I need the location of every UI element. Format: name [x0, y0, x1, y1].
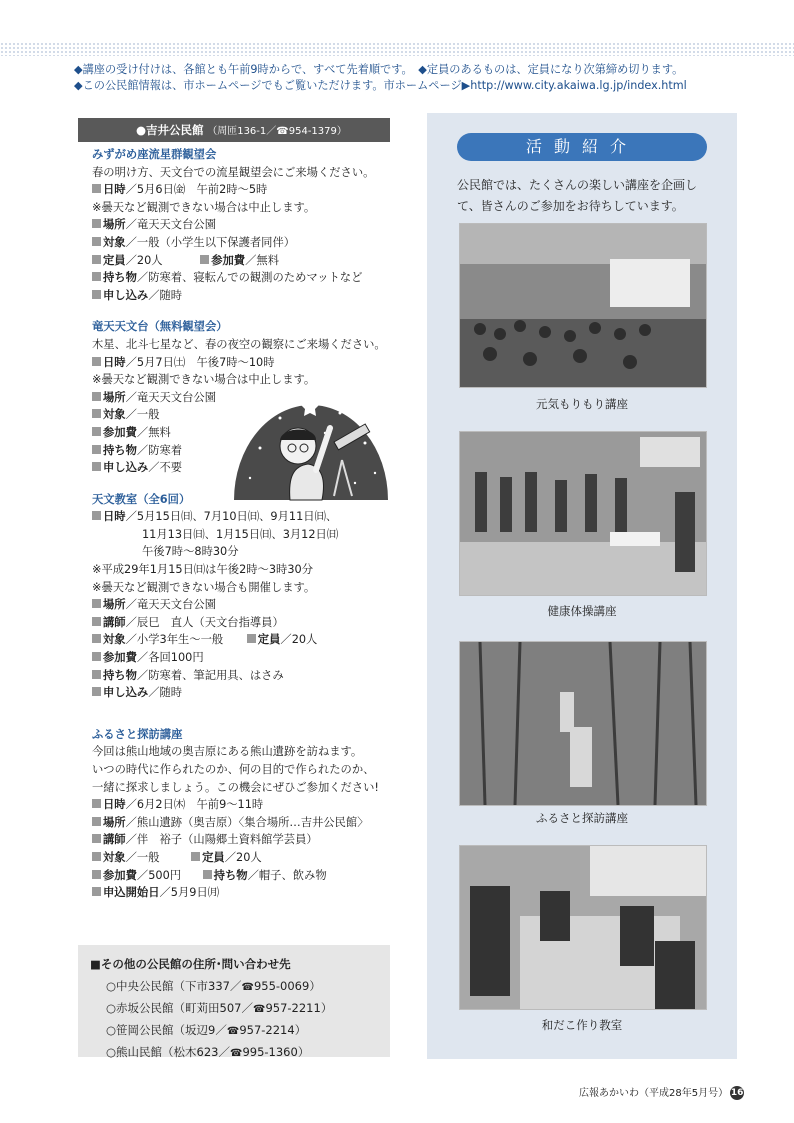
event-title: ふるさと探訪講座 [92, 727, 183, 741]
event-desc-3: 一緒に探求しましょう。この機会にぜひご参加ください! [92, 780, 379, 794]
square-bullet-icon [92, 290, 101, 299]
square-bullet-icon [92, 799, 101, 808]
square-bullet-icon [191, 852, 200, 861]
label-capacity: 定員 [202, 850, 225, 864]
square-bullet-icon [92, 687, 101, 696]
label-bring: 持ち物 [103, 271, 137, 285]
label-capacity: 定員 [103, 253, 126, 267]
hall-header [78, 118, 390, 142]
value-bring: ／帽子、飲み物 [247, 868, 327, 882]
left-column [78, 118, 390, 916]
page-number: 16 [730, 1088, 744, 1098]
square-bullet-icon [92, 599, 101, 608]
photo-forest-walk [459, 641, 707, 806]
contact-item [106, 998, 390, 1020]
label-target: 対象 [103, 408, 126, 422]
value-date-3: 午後7時～8時30分 [142, 545, 239, 559]
contact-phone: 955-0069） [253, 979, 321, 993]
value-fee: ／500円 [136, 868, 182, 882]
footer [579, 1084, 744, 1100]
square-bullet-icon [92, 237, 101, 246]
label-bring: 持ち物 [103, 443, 137, 457]
event-hometown-tour [92, 726, 390, 902]
photo-lecture-hall [459, 223, 707, 388]
value-date: ／5月7日㈯ 午後7時～10時 [125, 355, 275, 369]
label-target: 対象 [103, 633, 126, 647]
square-bullet-icon [92, 409, 101, 418]
value-fee: ／各回100円 [136, 651, 204, 665]
square-bullet-icon [92, 634, 101, 643]
value-teacher: ／伴 裕子（山陽郷土資料館学芸員） [125, 833, 318, 847]
square-bullet-icon [203, 870, 212, 879]
contact-title: ■その他の公民館の住所･問い合わせ先 [90, 957, 291, 971]
event-note: ※曇天など観測できない場合は中止します。 [92, 373, 316, 387]
label-place: 場所 [103, 598, 126, 612]
square-bullet-icon [92, 670, 101, 679]
event-meteor [92, 146, 390, 304]
label-teacher: 講師 [103, 615, 126, 629]
value-place: ／熊山遺跡（奥吉原）〈集合場所…吉井公民館〉 [125, 815, 369, 829]
square-bullet-icon [200, 255, 209, 264]
phone-icon: ☎ [241, 982, 254, 993]
value-capacity: ／20人 [224, 850, 262, 864]
value-place: ／竜天天文台公園 [125, 598, 216, 612]
footer-label: 広報あかいわ（平成28年5月号） [579, 1088, 729, 1099]
contact-phone: 957-2211） [265, 1001, 333, 1015]
contact-name: ○熊山民館（松木623／ [106, 1045, 230, 1059]
notices [74, 62, 774, 94]
label-fee: 参加費 [211, 253, 246, 267]
event-desc: 木星、北斗七星など、春の夜空の観察にご来場ください。 [92, 337, 386, 351]
event-desc-2: いつの時代に作られたのか、何の目的で作られたのか、 [92, 763, 375, 776]
square-bullet-icon [92, 511, 101, 520]
label-target: 対象 [103, 235, 126, 249]
label-date: 日時 [103, 355, 126, 369]
contact-name: ○中央公民館（下市337／ [106, 979, 242, 993]
contact-phone: 995-1360） [242, 1045, 310, 1059]
label-date: 日時 [103, 183, 126, 197]
contact-item [106, 976, 390, 998]
square-bullet-icon [92, 392, 101, 401]
label-apply: 申し込み [103, 461, 149, 475]
phone-icon: ☎ [226, 1026, 240, 1037]
hall-name: ●吉井公民館 [136, 123, 204, 137]
event-title: 天文教室（全6回） [92, 492, 191, 506]
square-bullet-icon [92, 817, 101, 826]
activity-intro: 公民館では、たくさんの楽しい講座を企画して、皆さんのご参加をお待ちしています。 [457, 178, 698, 213]
contact-item [106, 1020, 390, 1042]
label-apply: 申し込み [103, 288, 149, 302]
event-desc: 春の明け方、天文台での流星観望会にご来場ください。 [92, 165, 375, 179]
square-bullet-icon [92, 427, 101, 436]
square-bullet-icon [92, 272, 101, 281]
label-fee: 参加費 [103, 425, 137, 439]
square-bullet-icon [92, 219, 101, 228]
square-bullet-icon [92, 852, 101, 861]
value-fee: ／無料 [136, 425, 171, 439]
value-date: ／6月2日㈭ 午前9～11時 [125, 798, 264, 812]
label-date: 日時 [103, 798, 126, 812]
hall-address: （周匝136-1／ [207, 126, 277, 137]
value-target: ／一般 [125, 408, 160, 422]
caption-2: 健康体操講座 [547, 604, 617, 618]
value-target: ／小学3年生～一般 [125, 633, 224, 647]
value-date-2: 11月13日㈰、1月15日㈰、3月12日㈰ [142, 527, 339, 541]
label-target: 対象 [103, 850, 126, 864]
value-teacher: ／辰巳 直人（天文台指導員） [125, 615, 284, 629]
square-bullet-icon [92, 184, 101, 193]
contact-name: ○赤坂公民館（町苅田507／ [106, 1001, 253, 1015]
event-note: ※曇天など観測できない場合は中止します。 [92, 200, 316, 214]
label-place: 場所 [103, 218, 126, 232]
photo-exercise-class [459, 431, 707, 596]
activity-badge: 活動紹介 [457, 133, 707, 161]
square-bullet-icon [92, 255, 101, 264]
label-capacity: 定員 [257, 633, 281, 647]
label-place: 場所 [103, 815, 126, 829]
label-apply: 申し込み [103, 686, 149, 700]
label-place: 場所 [103, 390, 126, 404]
square-bullet-icon [92, 870, 101, 879]
value-apply: ／随時 [148, 686, 183, 700]
phone-icon: ☎ [276, 126, 289, 137]
value-apply: ／不要 [148, 461, 183, 475]
square-bullet-icon [92, 357, 101, 366]
label-fee: 参加費 [103, 868, 137, 882]
value-capacity: ／20人 [280, 633, 318, 647]
event-desc-1: 今回は熊山地域の奥吉原にある熊山遺跡を訪ねます。 [92, 745, 363, 759]
contact-item [106, 1042, 390, 1064]
stargazer-illustration [230, 388, 392, 506]
square-bullet-icon [92, 462, 101, 471]
contact-box [78, 945, 390, 1057]
phone-icon: ☎ [252, 1004, 266, 1015]
notice-line-2: ◆この公民館情報は、市ホームページでもご覧いただけます。市ホームページ▶http://www.city.akaiwa.lg.jp/index.html [74, 79, 687, 92]
square-bullet-icon [92, 445, 101, 454]
value-fee: ／無料 [245, 253, 279, 267]
caption-4: 和だこ作り教室 [541, 1018, 623, 1032]
event-note-1: ※平成29年1月15日㈰は午後2時～3時30分 [92, 563, 314, 577]
caption-1: 元気もりもり講座 [536, 397, 628, 411]
contact-phone: 957-2214） [239, 1023, 307, 1037]
label-bring: 持ち物 [103, 668, 137, 682]
value-capacity: ／20人 [125, 253, 163, 267]
event-observatory [92, 318, 390, 476]
value-bring: ／防寒着 [136, 443, 183, 457]
square-bullet-icon [92, 887, 101, 896]
square-bullet-icon [247, 634, 256, 643]
label-apply-start: 申込開始日 [103, 886, 160, 900]
square-bullet-icon [92, 617, 101, 626]
value-apply: ／随時 [148, 288, 183, 302]
label-date: 日時 [103, 510, 126, 524]
square-bullet-icon [92, 834, 101, 843]
value-date-1: ／5月15日㈰、7月10日㈰、9月11日㈰、 [125, 510, 338, 524]
photo-kite-making [459, 845, 707, 1010]
label-teacher: 講師 [103, 833, 126, 847]
caption-3: ふるさと探訪講座 [536, 811, 628, 825]
value-apply-start: ／5月9日㈪ [159, 886, 220, 900]
event-note-2: ※曇天など観測できない場合も開催します。 [92, 580, 316, 594]
event-title: 竜天天文台（無料観望会） [92, 320, 228, 334]
activity-panel [427, 113, 737, 1059]
notice-line-1: ◆講座の受け付けは、各館とも午前9時からで、すべて先着順です。 ◆定員のあるものは、定員になり次第締め切ります。 [74, 63, 684, 76]
label-bring: 持ち物 [213, 868, 248, 882]
header-dot-band [0, 42, 794, 56]
value-date: ／5月6日㈮ 午前2時～5時 [125, 183, 268, 197]
value-target: ／一般 [125, 850, 160, 864]
event-title: みずがめ座流星群観望会 [92, 148, 217, 161]
phone-icon: ☎ [229, 1048, 243, 1059]
value-bring: ／防寒着、筆記用具、はさみ [136, 668, 284, 682]
value-place: ／竜天天文台公園 [125, 218, 216, 232]
hall-phone: 954-1379） [288, 126, 347, 137]
event-astronomy-class [92, 491, 390, 702]
value-bring: ／防寒着、寝転んでの観測のためマットなど [136, 271, 363, 285]
square-bullet-icon [92, 652, 101, 661]
label-fee: 参加費 [103, 651, 137, 665]
value-place: ／竜天天文台公園 [125, 390, 216, 404]
value-target: ／一般（小学生以下保護者同伴） [125, 235, 296, 249]
contact-name: ○笹岡公民館（坂辺9／ [106, 1023, 227, 1037]
